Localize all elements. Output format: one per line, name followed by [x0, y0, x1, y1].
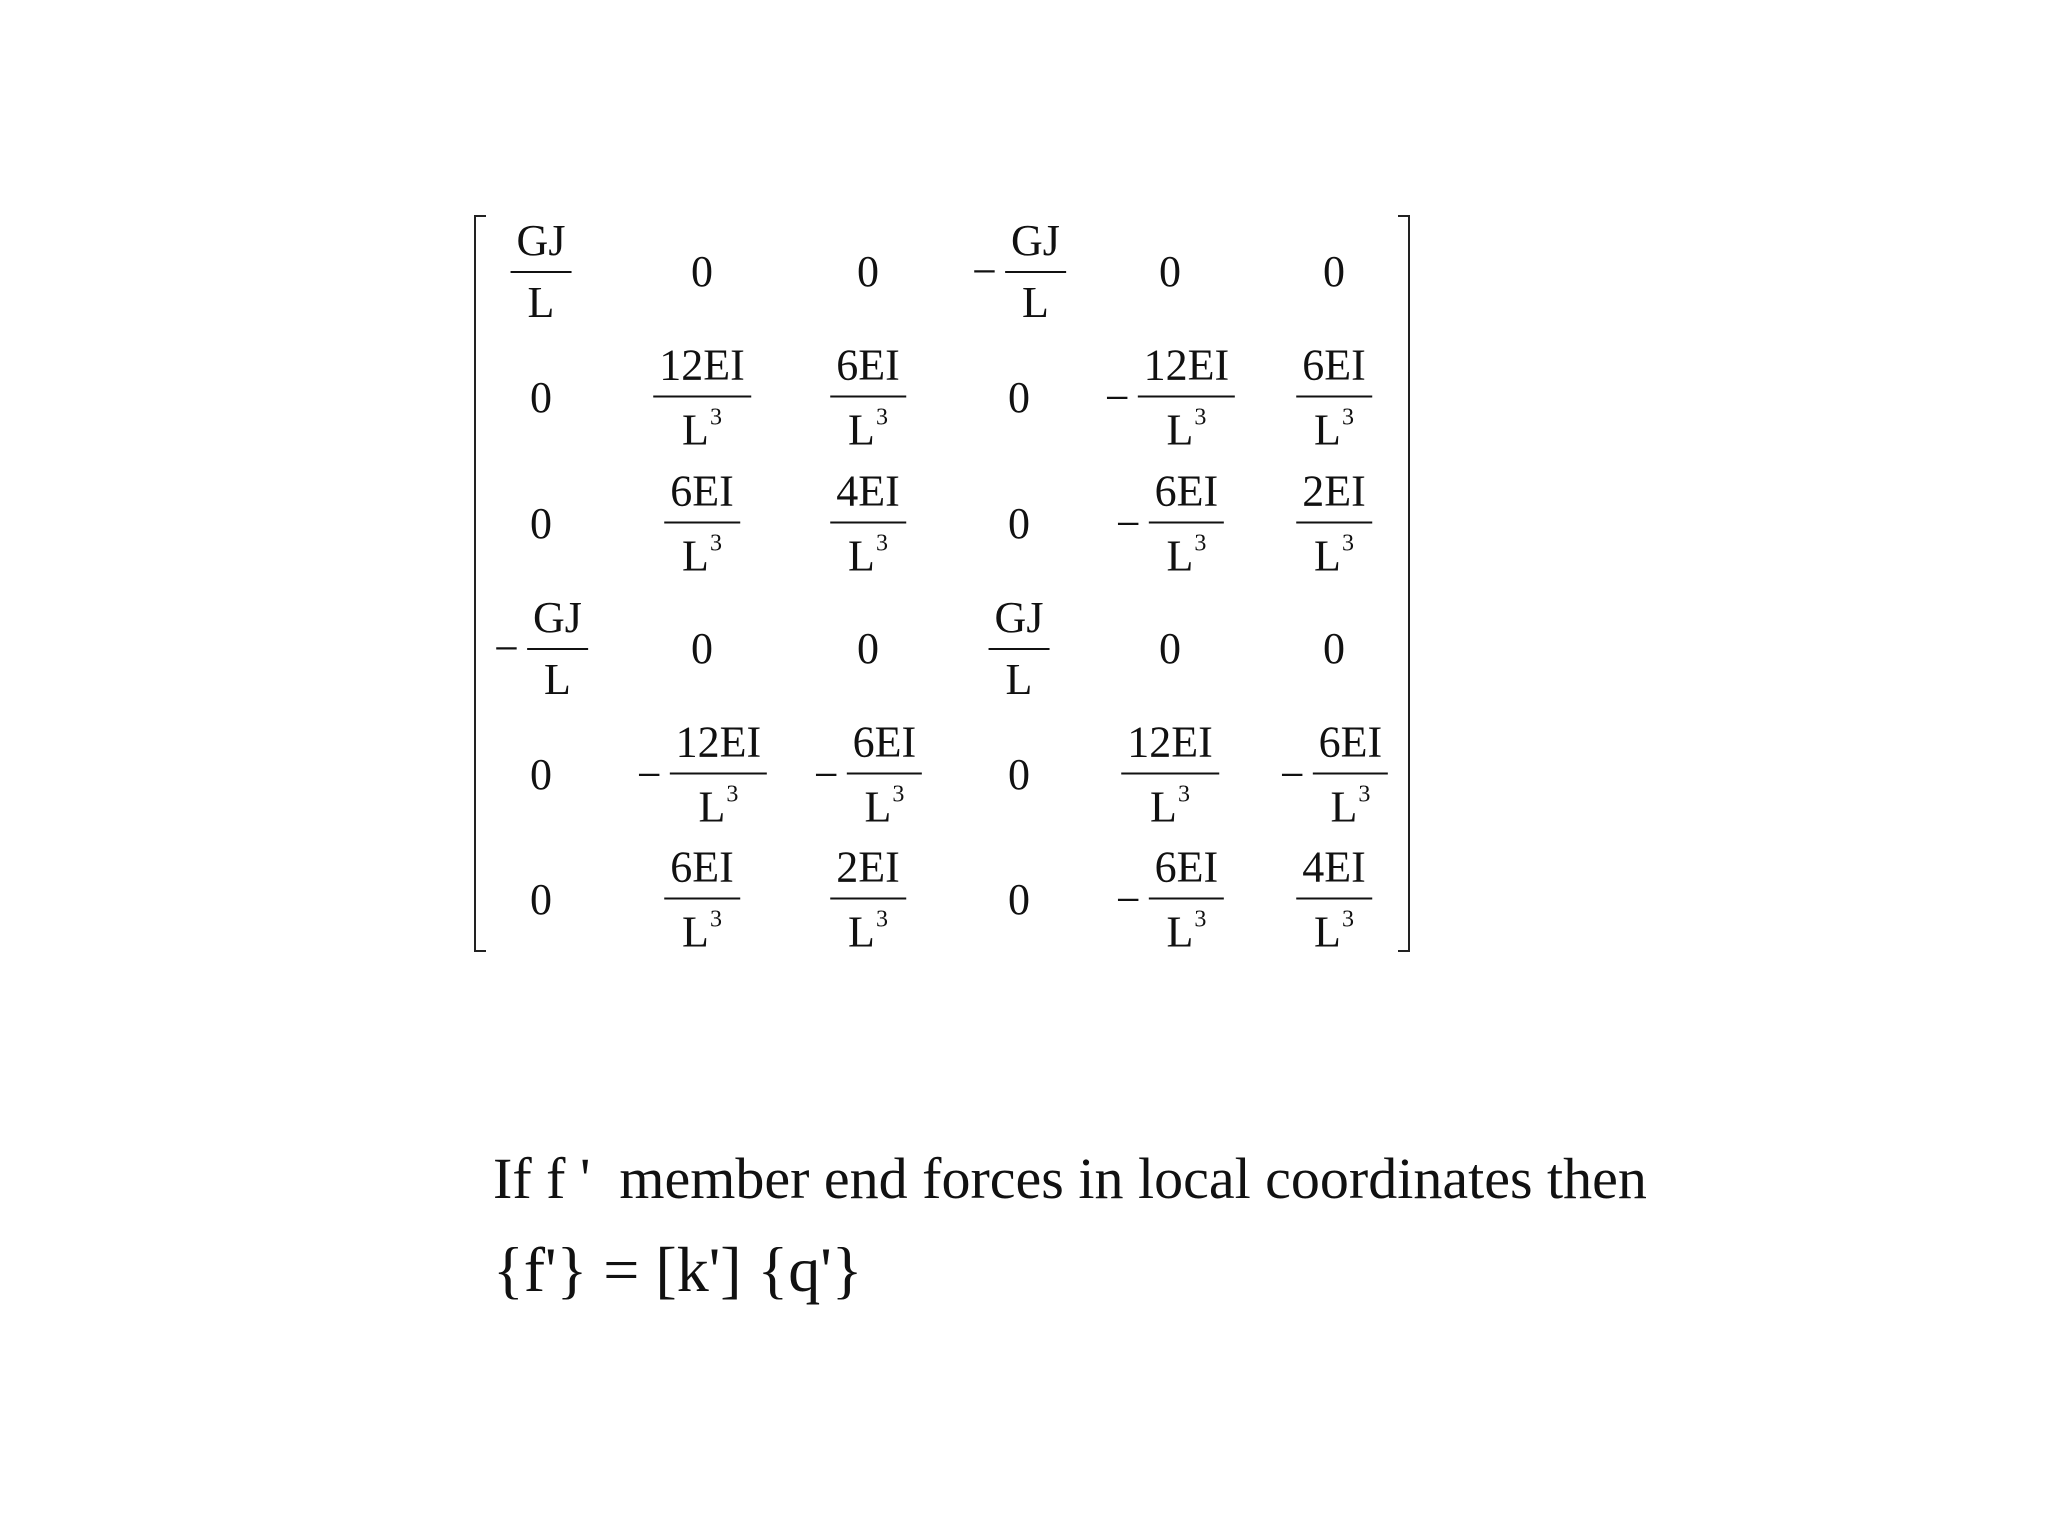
matrix-entry [857, 247, 879, 296]
exponent: 3 [709, 404, 722, 431]
denominator-base: L [698, 782, 726, 832]
denominator [698, 775, 738, 830]
denominator [528, 273, 555, 325]
matrix-entry [1323, 247, 1345, 296]
matrix-entry [1008, 499, 1030, 548]
denominator [848, 398, 888, 453]
numerator: 6EI [847, 721, 923, 775]
denominator-base: L [682, 907, 709, 957]
fraction [670, 717, 768, 832]
statement-text: If f ' member end forces in local coordinates then [493, 1146, 1647, 1211]
matrix-entry [691, 247, 713, 296]
left-bracket [474, 215, 486, 952]
numerator: 6EI [1296, 344, 1372, 398]
numerator: 12EI [653, 344, 751, 398]
entry-value: 0 [1008, 373, 1030, 422]
exponent: 3 [892, 781, 905, 808]
denominator-base: L [1005, 655, 1033, 704]
matrix-entry [813, 717, 922, 832]
numerator: 2EI [830, 846, 906, 900]
fraction [1138, 340, 1236, 455]
entry-value: 0 [530, 373, 552, 422]
matrix-entry [830, 842, 906, 957]
numerator: 6EI [830, 344, 906, 398]
force-equation: {f'} = [k'] {q'} [493, 1234, 863, 1305]
denominator-base: L [848, 531, 875, 581]
exponent: 3 [1341, 906, 1354, 933]
denominator [1314, 398, 1354, 453]
exponent: 3 [1341, 530, 1354, 557]
fraction [1005, 216, 1066, 327]
entry-value: 0 [1008, 875, 1030, 924]
entry-value: 0 [530, 750, 552, 799]
matrix-entry [1104, 340, 1235, 455]
denominator [1022, 273, 1049, 325]
matrix-entry [1008, 875, 1030, 924]
matrix-entry [653, 340, 751, 455]
fraction [1121, 717, 1219, 832]
matrix-entry [1008, 373, 1030, 422]
entry-value: 0 [1008, 499, 1030, 548]
entry-value: 0 [1008, 750, 1030, 799]
fraction [511, 216, 572, 327]
numerator: 12EI [1121, 721, 1219, 775]
matrix-entry [494, 593, 588, 704]
matrix-entry [691, 624, 713, 673]
matrix-entry [1121, 717, 1219, 832]
denominator-base: L [682, 405, 709, 455]
numerator: GJ [989, 596, 1050, 650]
matrix-entry [1159, 247, 1181, 296]
denominator [848, 900, 888, 955]
numerator: GJ [511, 219, 572, 273]
denominator-base: L [1166, 405, 1194, 455]
minus-sign: − [494, 624, 519, 673]
text-block [493, 1146, 1993, 1305]
numerator: 6EI [664, 846, 740, 900]
matrix-entry [530, 875, 552, 924]
fraction [664, 842, 740, 957]
minus-sign: − [1115, 499, 1141, 548]
fraction [1313, 717, 1389, 832]
denominator-base: L [1314, 405, 1341, 455]
denominator [1150, 775, 1190, 830]
matrix-entry [1115, 466, 1224, 581]
matrix-entry [530, 373, 552, 422]
entry-value: 0 [1323, 624, 1345, 673]
exponent: 3 [875, 530, 888, 557]
denominator-base: L [682, 531, 709, 581]
entry-value: 0 [530, 875, 552, 924]
minus-sign: − [1115, 875, 1141, 924]
matrix-entry [664, 466, 740, 581]
matrix-entry [530, 499, 552, 548]
numerator: 12EI [670, 721, 768, 775]
fraction [1149, 466, 1225, 581]
exponent: 3 [709, 530, 722, 557]
denominator [682, 900, 722, 955]
entry-value: 0 [691, 624, 713, 673]
minus-sign: − [1104, 373, 1130, 422]
denominator-base: L [848, 405, 875, 455]
fraction [830, 842, 906, 957]
fraction [830, 466, 906, 581]
matrix-entry [1296, 466, 1372, 581]
matrix-entry [530, 750, 552, 799]
numerator: 6EI [1313, 721, 1389, 775]
matrix-entry [857, 624, 879, 673]
exponent: 3 [875, 906, 888, 933]
denominator-base: L [1166, 907, 1194, 957]
exponent: 3 [726, 781, 739, 808]
exponent: 3 [1177, 781, 1190, 808]
matrix-entry [972, 216, 1066, 327]
matrix-entry [989, 593, 1050, 704]
denominator [1330, 775, 1370, 830]
matrix-entry [636, 717, 767, 832]
exponent: 3 [1341, 404, 1354, 431]
minus-sign: − [1279, 750, 1305, 799]
fraction [1296, 842, 1372, 957]
denominator-base: L [1314, 907, 1341, 957]
exponent: 3 [1194, 404, 1207, 431]
entry-value: 0 [530, 499, 552, 548]
fraction [847, 717, 923, 832]
denominator [544, 650, 571, 702]
matrix-entry [1115, 842, 1224, 957]
fraction [1296, 340, 1372, 455]
numerator: 6EI [664, 470, 740, 524]
denominator-base: L [1166, 531, 1194, 581]
exponent: 3 [1194, 530, 1207, 557]
matrix-entry [1323, 624, 1345, 673]
denominator-base: L [1314, 531, 1341, 581]
numerator: 12EI [1138, 344, 1236, 398]
matrix-entry [1008, 750, 1030, 799]
exponent: 3 [1358, 781, 1371, 808]
exponent: 3 [709, 906, 722, 933]
minus-sign: − [813, 750, 839, 799]
matrix-entry [1279, 717, 1388, 832]
numerator: GJ [527, 596, 588, 650]
denominator-base: L [1150, 782, 1177, 832]
fraction [989, 593, 1050, 704]
denominator [848, 524, 888, 579]
right-bracket [1398, 215, 1410, 952]
denominator [1166, 900, 1206, 955]
denominator-base: L [543, 655, 571, 704]
denominator [1006, 650, 1033, 702]
entry-value: 0 [1159, 247, 1181, 296]
denominator [1314, 900, 1354, 955]
minus-sign: − [636, 750, 662, 799]
numerator: GJ [1005, 219, 1066, 273]
exponent: 3 [875, 404, 888, 431]
denominator [682, 398, 722, 453]
entry-value: 0 [857, 247, 879, 296]
matrix-entry [830, 340, 906, 455]
matrix-entry [1296, 842, 1372, 957]
denominator-base: L [864, 782, 892, 832]
matrix-entry [1296, 340, 1372, 455]
fraction [1296, 466, 1372, 581]
denominator [682, 524, 722, 579]
denominator [1314, 524, 1354, 579]
fraction [664, 466, 740, 581]
entry-value: 0 [1159, 624, 1181, 673]
entry-value: 0 [1323, 247, 1345, 296]
entry-value: 0 [857, 624, 879, 673]
minus-sign: − [972, 247, 997, 296]
numerator: 6EI [1149, 846, 1225, 900]
numerator: 4EI [830, 470, 906, 524]
denominator [864, 775, 904, 830]
fraction [527, 593, 588, 704]
matrix-entry [511, 216, 572, 327]
entry-value: 0 [691, 247, 713, 296]
matrix-entry [830, 466, 906, 581]
stiffness-matrix [474, 215, 1410, 957]
fraction [653, 340, 751, 455]
fraction [1149, 842, 1225, 957]
numerator: 4EI [1296, 846, 1372, 900]
denominator-base: L [1021, 278, 1049, 327]
exponent: 3 [1194, 906, 1207, 933]
denominator [1166, 524, 1206, 579]
matrix-entry [1159, 624, 1181, 673]
numerator: 6EI [1149, 470, 1225, 524]
numerator: 2EI [1296, 470, 1372, 524]
fraction [830, 340, 906, 455]
denominator-base: L [1330, 782, 1358, 832]
matrix-entry [664, 842, 740, 957]
denominator [1166, 398, 1206, 453]
denominator-base: L [848, 907, 875, 957]
denominator-base: L [527, 278, 555, 327]
